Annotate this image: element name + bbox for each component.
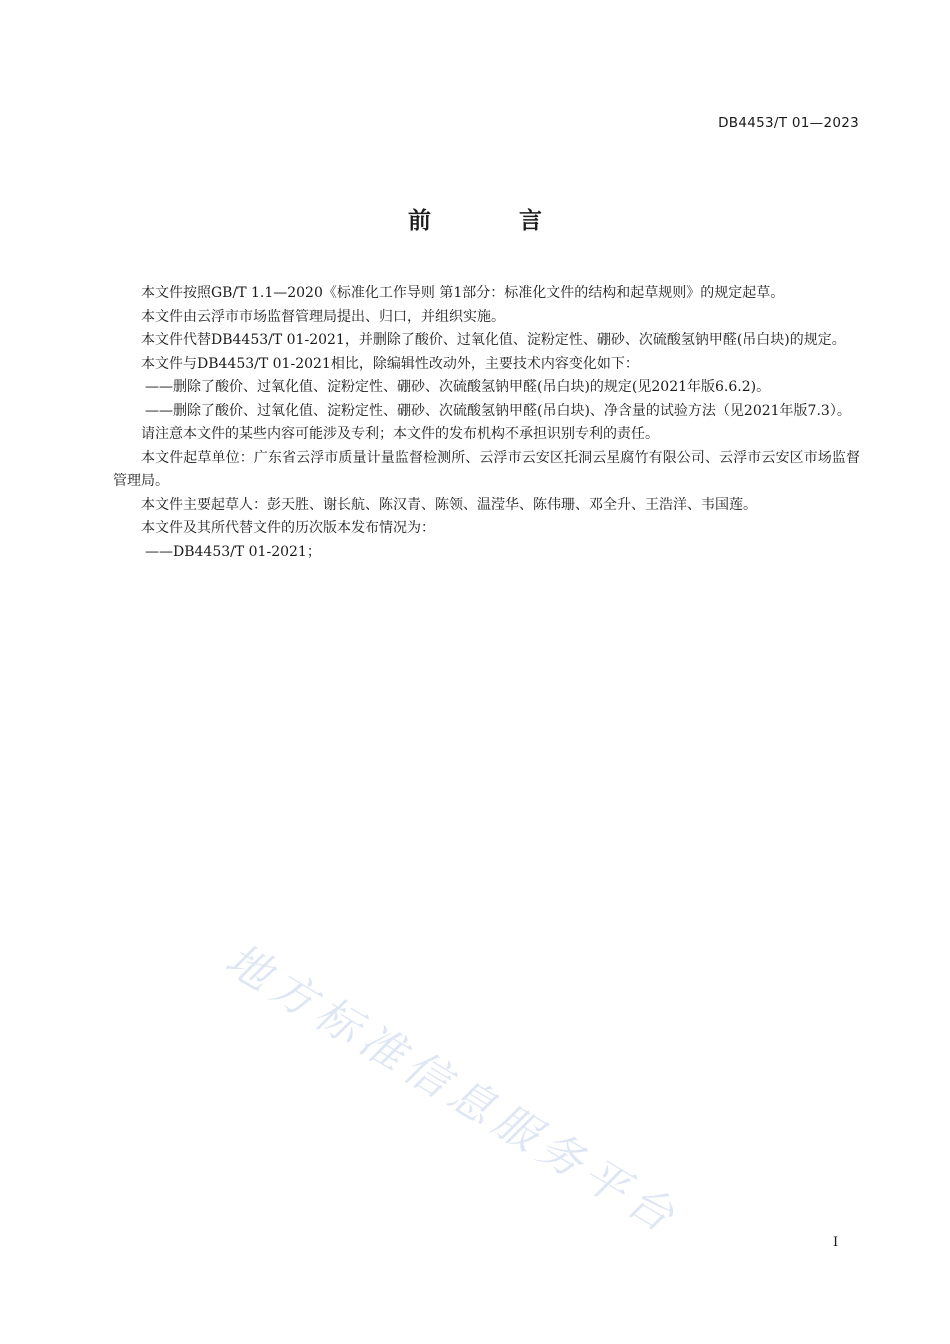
- page-title: 前 言: [407, 208, 582, 234]
- paragraph-drafters: 本文件主要起草人：彭天胜、谢长航、陈汉青、陈领、温滢华、陈伟珊、邓全升、王浩洋、韦国莲。: [141, 496, 757, 513]
- paragraph-drafting-basis: 本文件按照GB/T 1.1—2020《标准化工作导则 第1部分：标准化文件的结构和起草规则》的规定起草。: [141, 285, 785, 301]
- paragraph-proposer: 本文件由云浮市市场监督管理局提出、归口，并组织实施。: [141, 308, 505, 325]
- paragraph-replacement: 本文件代替DB4453/T 01-2021，并删除了酸价、过氧化值、淀粉定性、硼砂、次硫酸氢钠甲醛(吊白块)的规定。: [141, 332, 846, 348]
- change-item: ——删除了酸价、过氧化值、淀粉定性、硼砂、次硫酸氢钠甲醛(吊白块)、净含量的试验方法（见2021年版7.3）。: [145, 402, 851, 419]
- paragraph-patent-notice: 请注意本文件的某些内容可能涉及专利；本文件的发布机构不承担识别专利的责任。: [141, 426, 659, 442]
- page-number: I: [833, 1235, 839, 1250]
- foreword-body: [113, 282, 860, 564]
- paragraph-drafting-units: 本文件起草单位：广东省云浮市质量计量监督检测所、云浮市云安区托洞云星腐竹有限公司、云浮市云安区市场监督管理局。: [113, 449, 860, 489]
- document-code: DB4453/T 01—2023: [718, 115, 859, 131]
- watermark: 地方标准信息服务平台: [216, 933, 689, 1246]
- history-item: ——DB4453/T 01-2021；: [145, 543, 321, 560]
- paragraph-history-intro: 本文件及其所代替文件的历次版本发布情况为：: [141, 520, 435, 536]
- paragraph-changes-intro: 本文件与DB4453/T 01-2021相比，除编辑性改动外，主要技术内容变化如下：: [141, 355, 639, 372]
- change-item: ——删除了酸价、过氧化值、淀粉定性、硼砂、次硫酸氢钠甲醛(吊白块)的规定(见2021年版6.6.2)。: [145, 379, 771, 395]
